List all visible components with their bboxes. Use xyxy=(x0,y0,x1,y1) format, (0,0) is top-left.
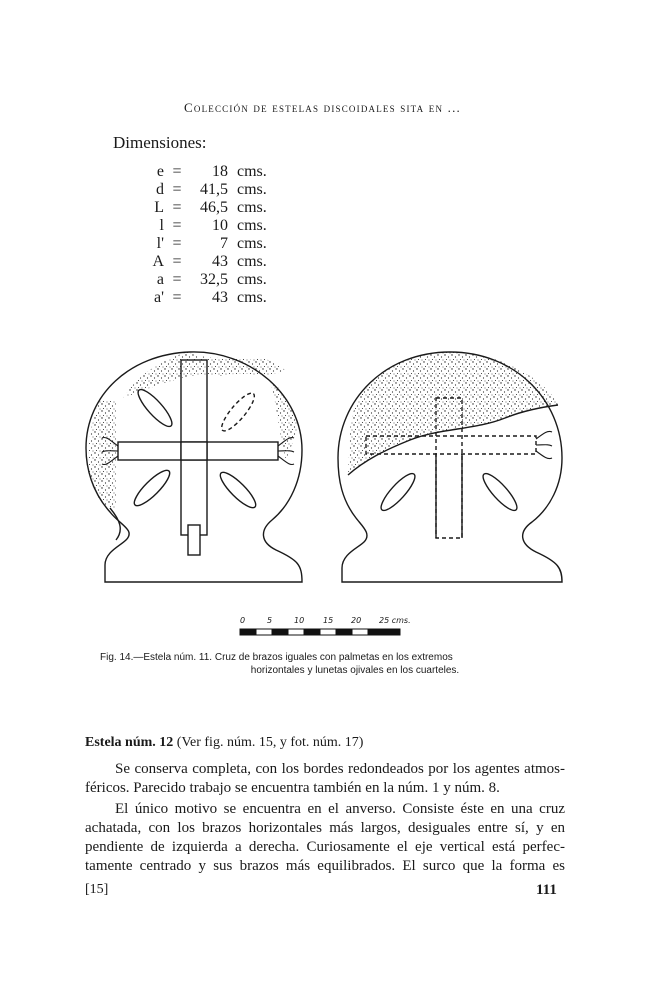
page-number: 111 xyxy=(536,882,557,898)
dimension-value: 41,5 xyxy=(200,181,228,198)
lunette-upper-left xyxy=(134,385,177,430)
paragraph-line: Se conserva completa, con los bordes redondeados por los agentes atmos- xyxy=(115,761,565,777)
dimension-unit: cms. xyxy=(237,271,267,288)
reverse-cross-center xyxy=(436,454,462,538)
paragraph-line: féricos. Parecido trabajo se encuentra también en la núm. 1 y núm. 8. xyxy=(85,780,500,796)
dimension-unit: cms. xyxy=(237,217,267,234)
dimension-value: 18 xyxy=(212,163,228,180)
dimension-unit: cms. xyxy=(237,199,267,216)
dimension-equals: = xyxy=(172,181,182,198)
dimension-symbol: l xyxy=(159,217,164,234)
dimension-symbol: e xyxy=(156,163,164,180)
scale-label: 10 xyxy=(294,616,305,625)
paragraph-line: pendiente de izquierda a derecha. Curiosamente el eje vertical está perfec- xyxy=(85,839,565,855)
dimension-equals: = xyxy=(172,199,182,216)
scale-label: 25 cms. xyxy=(379,616,411,625)
paragraph-line: tamente centrado y sus brazos más equilibrados. El surco que la forma es xyxy=(85,858,565,874)
dimension-value: 32,5 xyxy=(200,271,228,288)
dimension-value: 46,5 xyxy=(200,199,228,216)
dimension-unit: cms. xyxy=(237,163,267,180)
dimension-symbol: a xyxy=(156,271,164,288)
dimension-value: 10 xyxy=(212,217,228,234)
dimension-unit: cms. xyxy=(237,181,267,198)
footer-page-ref: [15] xyxy=(85,882,109,897)
dimension-row xyxy=(142,253,267,271)
paragraph-line: achatada, con los brazos horizontales más largos, desiguales entre sí, y en xyxy=(85,820,565,836)
lunette-lower-left xyxy=(130,466,174,510)
dimension-unit: cms. xyxy=(237,253,267,270)
stela-obverse xyxy=(86,352,302,582)
reverse-lunette-left xyxy=(377,469,420,514)
section-label: Estela núm. 12 xyxy=(85,735,174,750)
scale-label: 0 xyxy=(240,616,246,625)
section-heading xyxy=(85,735,363,751)
lunette-upper-right xyxy=(217,389,259,435)
dimension-symbol: a' xyxy=(154,289,164,306)
dimension-symbol: d xyxy=(156,181,164,198)
stela-drawing xyxy=(80,340,570,605)
dimension-equals: = xyxy=(172,217,182,234)
dimension-row xyxy=(142,199,267,217)
dimension-row xyxy=(142,163,267,181)
paragraph xyxy=(85,760,565,798)
reverse-lunette-right xyxy=(479,469,522,514)
reverse-palmette-right xyxy=(536,431,552,458)
lunette-lower-right xyxy=(216,468,260,512)
dimension-equals: = xyxy=(172,289,182,306)
dimension-value: 43 xyxy=(212,253,228,270)
dimension-equals: = xyxy=(172,271,182,288)
dimension-row xyxy=(142,289,267,307)
dimension-row xyxy=(142,235,267,253)
dimension-equals: = xyxy=(172,253,182,270)
dimension-row xyxy=(142,217,267,235)
obverse-weathered-top xyxy=(123,352,285,398)
caption-line: horizontales y lunetas ojivales en los cuarteles. xyxy=(250,665,460,676)
stela-reverse xyxy=(338,352,562,582)
paragraph xyxy=(85,800,565,876)
dimension-unit: cms. xyxy=(237,235,267,252)
dimension-row xyxy=(142,181,267,199)
paragraph-line: El único motivo se encuentra en el anverso. Consiste éste en una cruz xyxy=(115,801,565,817)
scale-label: 15 xyxy=(323,616,334,625)
reverse-weathered-area xyxy=(348,352,558,475)
scale-label: 5 xyxy=(267,616,273,625)
dimension-symbol: l' xyxy=(156,235,164,252)
figure-caption xyxy=(100,651,570,677)
running-head: Colección de estelas discoidales sita en ... xyxy=(184,100,461,115)
dimension-row xyxy=(142,271,267,289)
section-reference: (Ver fig. núm. 15, y fot. núm. 17) xyxy=(176,735,364,750)
caption-line: Fig. 14.—Estela núm. 11. Cruz de brazos iguales con palmetas en los extremos xyxy=(100,652,453,663)
dimensions-table xyxy=(142,163,267,307)
dimension-symbol: A xyxy=(152,253,164,270)
dimension-value: 43 xyxy=(212,289,228,306)
dimension-unit: cms. xyxy=(237,289,267,306)
dimension-equals: = xyxy=(172,235,182,252)
dimension-value: 7 xyxy=(220,235,228,252)
obverse-weathered-left xyxy=(88,400,116,508)
dimension-symbol: L xyxy=(154,199,164,216)
cross-tenon xyxy=(188,525,200,555)
obverse-weathered-right xyxy=(270,380,298,460)
dimension-equals: = xyxy=(172,163,182,180)
scale-label: 20 xyxy=(351,616,362,625)
dimensions-title: Dimensiones: xyxy=(113,133,207,152)
